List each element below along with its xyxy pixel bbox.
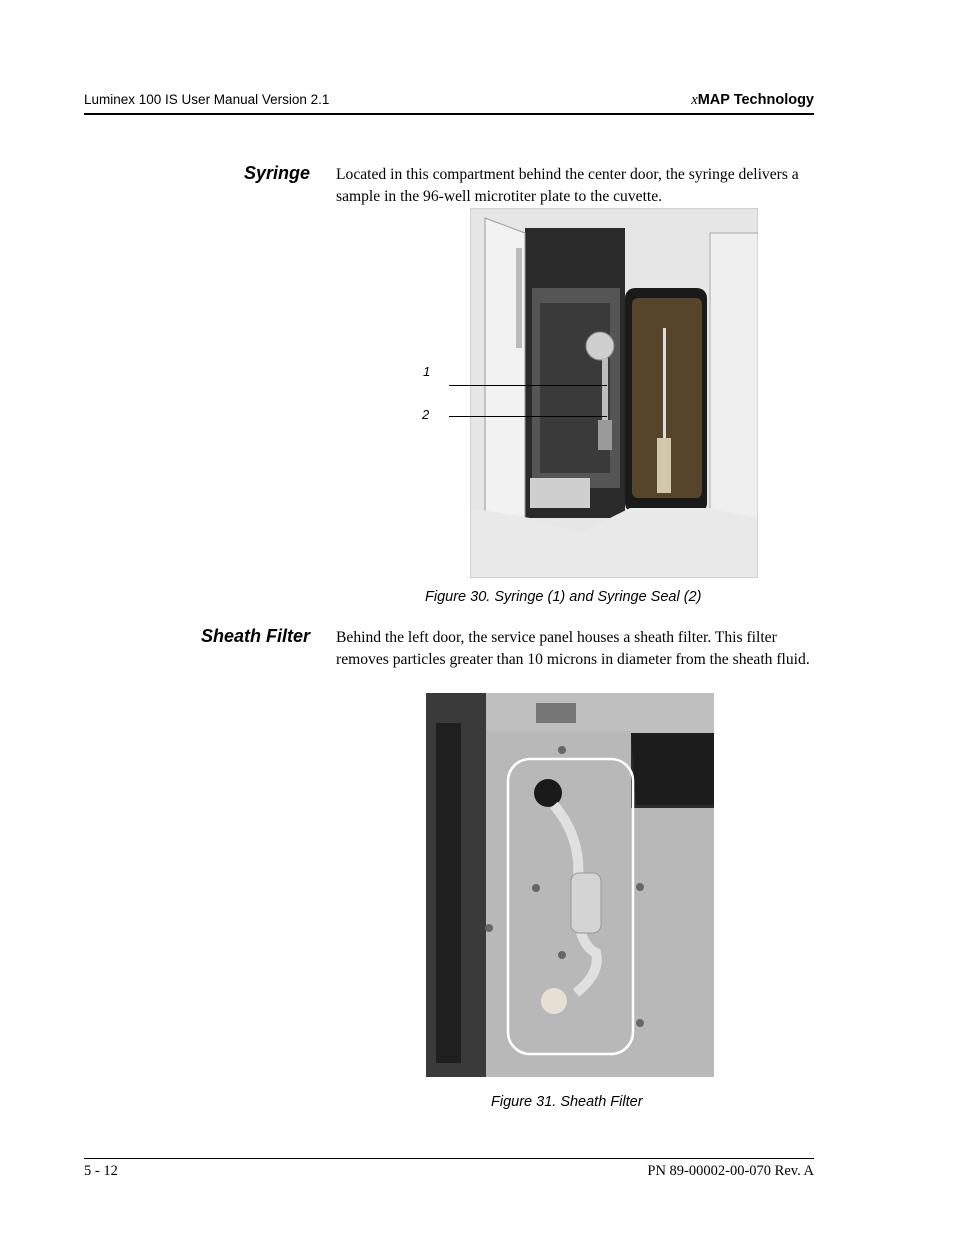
callout-line-1 [449, 385, 607, 386]
brand-prefix: x [691, 92, 698, 108]
syringe-compartment-photo [470, 208, 758, 578]
running-header-title: Luminex 100 IS User Manual Version 2.1 [84, 92, 330, 107]
sheath-filter-photo [426, 693, 714, 1077]
section-text-sheath-filter: Behind the left door, the service panel houses a sheath filter. This filter removes particles greater than 10 microns in diameter from the sheath fluid. [336, 629, 810, 668]
brand-name: MAP Technology [697, 92, 814, 108]
callout-number-1: 1 [423, 364, 431, 379]
page-number: 5 - 12 [84, 1163, 118, 1179]
figure-31-caption: Figure 31. Sheath Filter [491, 1094, 643, 1110]
callout-line-2 [449, 416, 607, 417]
figure-30-caption: Figure 30. Syringe (1) and Syringe Seal (2) [425, 589, 702, 605]
running-header-brand [691, 92, 814, 109]
section-text-syringe: Located in this compartment behind the center door, the syringe delivers a sample in the 96-well microtiter plate to the cuvette. [336, 166, 799, 205]
callout-number-2: 2 [422, 407, 430, 422]
sheath-filter-photo-illustration [426, 693, 714, 1077]
part-number: PN 89-00002-00-070 Rev. A [647, 1163, 814, 1179]
footer-rule [84, 1158, 814, 1159]
syringe-photo-illustration [470, 208, 758, 578]
section-heading-syringe: Syringe [243, 163, 310, 183]
section-heading-sheath-filter: Sheath Filter [200, 626, 310, 646]
header-rule [84, 113, 814, 115]
